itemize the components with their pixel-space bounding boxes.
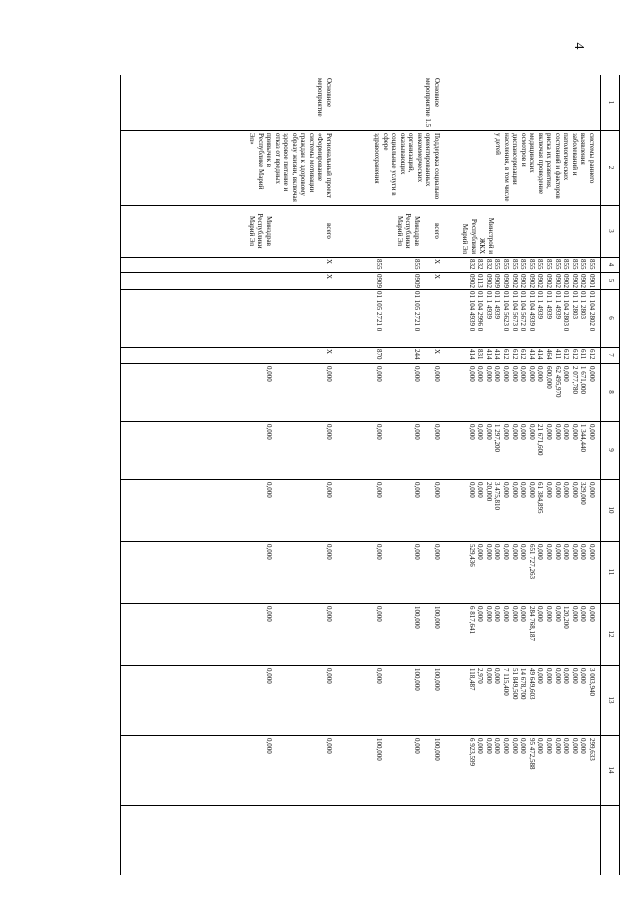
amount-value: 0,000	[476, 606, 485, 622]
amount-value: 0,000	[536, 738, 545, 754]
amount-value: 0,000	[433, 366, 441, 382]
amount-value: 0,000	[502, 606, 510, 622]
amount-value: 0,000	[545, 668, 553, 684]
target-item-code: 01 104 5623 0	[502, 291, 510, 332]
target-item-code: 01 105 2721 0	[413, 291, 421, 332]
amount-value: 120,200	[562, 606, 571, 629]
grbs-code: 832	[467, 259, 476, 270]
amount-value: 0,000	[562, 482, 571, 498]
amount-value: 0,000	[413, 482, 421, 498]
amount-value: 0,000	[502, 366, 510, 382]
target-item-code: 01 1 4939	[553, 291, 562, 319]
amount-value: 0,000	[553, 424, 562, 440]
amount-value: 0,000	[502, 738, 510, 754]
column-number-9: 9	[607, 448, 615, 452]
expense-type-code: 612	[510, 349, 519, 360]
amount-value: 0,000	[510, 544, 519, 560]
column-number-1: 1	[607, 100, 615, 105]
column-divider	[121, 735, 619, 736]
section-code: 0902	[553, 274, 562, 288]
amount-value: 100,000	[413, 668, 421, 691]
amount-value: 21 671,600	[536, 424, 545, 456]
amount-value: 0,000	[493, 668, 502, 684]
expense-type-code: 244	[413, 349, 421, 360]
column-number-13: 13	[607, 696, 615, 704]
amount-value: 7 115,400	[502, 668, 510, 696]
amount-value: 0,000	[570, 544, 579, 560]
expense-type-code: 870	[375, 349, 383, 360]
amount-value: 0,000	[536, 366, 545, 382]
amount-value: 0,000	[493, 606, 502, 622]
grbs-code: 855	[519, 259, 528, 270]
grbs-code: 855	[562, 259, 571, 270]
target-item-code: 01 104 2802 0	[588, 291, 596, 332]
amount-value: 651 727,263	[527, 544, 536, 579]
expense-type-code: 414	[467, 349, 476, 360]
amount-value: 0,000	[484, 738, 493, 754]
expense-type-code: 611	[579, 349, 588, 360]
section-code: 0902	[527, 274, 536, 288]
amount-value: 0,000	[325, 738, 333, 754]
amount-value: 0,000	[413, 424, 421, 440]
amount-value: 0,000	[265, 366, 273, 382]
expense-type-code: 464	[545, 349, 553, 360]
amount-value: 0,000	[519, 424, 528, 440]
amount-value: 0,000	[510, 424, 519, 440]
amount-value: 0,000	[553, 668, 562, 684]
column-divider	[121, 541, 619, 542]
target-item-code: 01 104 4939 0	[527, 291, 536, 332]
column-number-4: 4	[607, 262, 615, 267]
column-divider	[121, 603, 619, 604]
column-divider	[121, 347, 619, 348]
amount-value: 0,000	[527, 424, 536, 440]
rotated-table	[120, 75, 620, 875]
target-item-code: 01 104 4939 0	[467, 291, 476, 332]
column-divider	[121, 479, 619, 480]
column-number-2: 2	[607, 165, 615, 170]
section-code: 0909	[413, 274, 421, 288]
amount-value: 0,000	[527, 482, 536, 498]
expense-type-code: 612	[588, 349, 596, 360]
expense-type-code: 414	[484, 349, 493, 360]
section-code: X	[433, 274, 441, 280]
grbs-code: 855	[545, 259, 553, 270]
expense-type-code: 612	[570, 349, 579, 360]
amount-value: 0,000	[519, 606, 528, 622]
column-number-3: 3	[607, 229, 615, 233]
amount-value: 0,000	[579, 544, 588, 560]
amount-value: 0,000	[476, 738, 485, 754]
column-divider	[121, 805, 619, 806]
section-code: 0902	[510, 274, 519, 288]
target-item-code: 01 1 2803	[579, 291, 588, 319]
responsible-org: Минстрой и ЖКХ Республики Марий Эл	[461, 217, 495, 254]
amount-value: 0,000	[545, 544, 553, 560]
target-item-code: 01 1 4939	[545, 291, 553, 319]
amount-value: 0,000	[510, 606, 519, 622]
amount-value: 600,000	[545, 366, 553, 389]
amount-value: 0,000	[545, 738, 553, 754]
amount-value: 0,000	[484, 366, 493, 382]
amount-value: 100,000	[433, 738, 441, 761]
amount-value: 0,000	[265, 738, 273, 754]
amount-value: 0,000	[493, 366, 502, 382]
amount-value: 0,000	[265, 668, 273, 684]
amount-value: 0,000	[325, 544, 333, 560]
grbs-code: 832	[484, 259, 493, 270]
amount-value: 0,000	[265, 424, 273, 440]
amount-value: 0,000	[562, 544, 571, 560]
amount-value: 0,000	[325, 366, 333, 382]
target-item-code: 01 104 2996 0	[476, 291, 485, 332]
column-number-12: 12	[607, 630, 615, 638]
column-divider	[121, 421, 619, 422]
amount-value: 0,000	[510, 366, 519, 382]
amount-value: 0,000	[562, 738, 571, 754]
expense-type-code: X	[325, 349, 333, 355]
amount-value: 51 849,500	[510, 668, 519, 700]
grbs-code: 855	[493, 259, 502, 270]
amount-value: 0,000	[519, 544, 528, 560]
row-label: Минздрав Республики Марий Эл	[396, 213, 421, 249]
column-number-8: 8	[607, 390, 615, 394]
amount-value: 3 003,940	[588, 668, 596, 696]
amount-value: 0,000	[484, 668, 493, 684]
amount-value: 0,000	[476, 424, 485, 440]
amount-value: 1 671,000	[579, 366, 588, 394]
amount-value: 529,436	[467, 544, 476, 567]
grbs-code: 855	[413, 259, 421, 270]
amount-value: 0,000	[476, 366, 485, 382]
amount-value: 0,000	[510, 738, 519, 754]
column-number-14: 14	[607, 766, 615, 774]
target-item-code: 01 1 4939	[536, 291, 545, 319]
amount-value: 0,000	[570, 482, 579, 498]
row-label: всего	[433, 223, 441, 239]
amount-value: 118,487	[467, 668, 476, 691]
measure-number: Основное мероприятие 1.5	[424, 78, 441, 128]
amount-value: 0,000	[265, 482, 273, 498]
column-divider	[121, 130, 619, 131]
amount-value: 1 344,440	[579, 424, 588, 452]
amount-value: 0,000	[536, 606, 545, 622]
target-item-code: 01 104 5672 0	[519, 291, 528, 332]
amount-value: 0,000	[579, 668, 588, 684]
measure-description: системы раннего выявления заболеваний и патологических состояний и факторов риска их развития, включая проведение медицинских осмотров и диспансеризации населения, в том числе у детей	[494, 133, 596, 202]
section-code: X	[325, 274, 333, 280]
column-number-5: 5	[607, 278, 615, 283]
amount-value: 0,000	[588, 606, 596, 622]
grbs-code: X	[325, 259, 333, 265]
amount-value: 0,000	[588, 544, 596, 560]
amount-value: 0,000	[476, 482, 485, 498]
amount-value: 329,000	[579, 482, 588, 505]
amount-value: 0,000	[325, 424, 333, 440]
target-item-code: 01 104 5673 0	[510, 291, 519, 332]
amount-value: 0,000	[467, 424, 476, 440]
amount-value: 0,000	[413, 738, 421, 754]
amount-value: 0,000	[562, 668, 571, 684]
amount-value: 49 649,603	[527, 668, 536, 700]
column-divider	[121, 665, 619, 666]
row-label: Минздрав Республики Марий Эл	[248, 213, 273, 249]
column-number-7: 7	[607, 353, 615, 357]
column-divider	[121, 257, 619, 258]
target-item-code: 01 1 4939	[484, 291, 493, 319]
expense-type-code: X	[433, 349, 441, 355]
budget-table	[120, 75, 620, 875]
amount-value: 0,000	[579, 606, 588, 622]
amount-value: 0,000	[413, 366, 421, 382]
amount-value: 0,000	[265, 606, 273, 622]
section-code: 0909	[502, 274, 510, 288]
amount-value: 0,000	[527, 366, 536, 382]
target-item-code: 01 105 2721 0	[375, 291, 383, 332]
section-code: 0902	[519, 274, 528, 288]
amount-value: 0,000	[536, 544, 545, 560]
expense-type-code: 414	[536, 349, 545, 360]
grbs-code: 832	[476, 259, 485, 270]
column-divider	[121, 363, 619, 364]
amount-value: 0,000	[433, 482, 441, 498]
expense-type-code: 612	[562, 349, 571, 360]
amount-value: 0,000	[519, 366, 528, 382]
column-divider	[121, 289, 619, 290]
amount-value: 95 472,588	[527, 738, 536, 770]
amount-value: 0,000	[433, 424, 441, 440]
expense-type-code: 411	[553, 349, 562, 360]
amount-value: 0,000	[467, 482, 476, 498]
measure-number: Основное мероприятие	[316, 78, 333, 117]
expense-type-code: 414	[527, 349, 536, 360]
expense-type-code: 612	[502, 349, 510, 360]
amount-value: 0,000	[502, 424, 510, 440]
amount-value: 6 923,599	[467, 738, 476, 766]
grbs-code: 855	[536, 259, 545, 270]
target-item-code: 01 1 2803	[570, 291, 579, 319]
section-code: 0902	[579, 274, 588, 288]
amount-value: 0,000	[588, 424, 596, 440]
amount-value: 6 817,641	[467, 606, 476, 634]
measure-description: Поддержка социально ориентированных некоммерческих организаций, оказывающих социальные услуги в сфере здравоохранения	[373, 133, 441, 200]
amount-value: 0,000	[375, 606, 383, 622]
target-item-code: 01 1 4939	[493, 291, 502, 319]
section-code: 0902	[562, 274, 571, 288]
expense-type-code: 414	[493, 349, 502, 360]
section-code: 0902	[467, 274, 476, 288]
amount-value: 100,000	[375, 738, 383, 761]
amount-value: 0,000	[476, 544, 485, 560]
section-code: 0902	[536, 274, 545, 288]
section-code: 0902	[570, 274, 579, 288]
section-code: 0909	[493, 274, 502, 288]
amount-value: 0,000	[375, 544, 383, 560]
expense-type-code: 831	[476, 349, 485, 360]
amount-value: 0,000	[502, 544, 510, 560]
grbs-code: 855	[502, 259, 510, 270]
amount-value: 0,000	[570, 668, 579, 684]
amount-value: 0,000	[502, 482, 510, 498]
amount-value: 0,000	[375, 482, 383, 498]
grbs-code: X	[433, 259, 441, 265]
column-number-6: 6	[607, 316, 615, 320]
amount-value: 0,000	[325, 606, 333, 622]
amount-value: 0,000	[519, 738, 528, 754]
grbs-code: 855	[588, 259, 596, 270]
amount-value: 0,000	[375, 424, 383, 440]
column-number-11: 11	[607, 568, 615, 576]
section-code: 0902	[484, 274, 493, 288]
amount-value: 0,000	[570, 738, 579, 754]
amount-value: 0,000	[553, 482, 562, 498]
amount-value: 0,000	[562, 366, 571, 382]
amount-value: 0,000	[375, 366, 383, 382]
amount-value: 0,000	[553, 738, 562, 754]
page-number: 4	[571, 42, 586, 50]
amount-value: 0,000	[510, 482, 519, 498]
amount-value: 0,000	[553, 606, 562, 622]
amount-value: 0,000	[579, 738, 588, 754]
amount-value: 0,000	[562, 424, 571, 440]
expense-type-code: 612	[519, 349, 528, 360]
grbs-code: 855	[375, 259, 383, 270]
amount-value: 284 768,187	[527, 606, 536, 641]
amount-value: 3 475,810	[493, 482, 502, 510]
amount-value: 100,000	[433, 606, 441, 629]
amount-value: 0,000	[467, 366, 476, 382]
amount-value: 0,000	[433, 544, 441, 560]
section-code: 0902	[545, 274, 553, 288]
amount-value: 0,000	[570, 606, 579, 622]
amount-value: 0,000	[484, 544, 493, 560]
grbs-code: 855	[510, 259, 519, 270]
row-label: всего	[325, 223, 333, 239]
amount-value: 0,000	[484, 424, 493, 440]
section-code: 0901	[588, 274, 596, 288]
amount-value: 0,000	[413, 544, 421, 560]
amount-value: 0,000	[570, 424, 579, 440]
amount-value: 0,000	[493, 544, 502, 560]
amount-value: 0,000	[484, 606, 493, 622]
amount-value: 0,000	[375, 668, 383, 684]
amount-value: 0,000	[588, 366, 596, 382]
amount-value: 20,000	[484, 482, 493, 502]
target-item-code: 01 104 2803 0	[562, 291, 571, 332]
row-divider	[600, 75, 601, 875]
section-code: 0113	[476, 274, 485, 288]
amount-value: 0,000	[553, 544, 562, 560]
grbs-code: 855	[553, 259, 562, 270]
grbs-code: 855	[570, 259, 579, 270]
grbs-code: 855	[579, 259, 588, 270]
amount-value: 0,000	[545, 482, 553, 498]
section-code: 0909	[375, 274, 383, 288]
amount-value: 299,633	[588, 738, 596, 761]
grbs-code: 855	[527, 259, 536, 270]
amount-value: 0,000	[536, 668, 545, 684]
amount-value: 2 077,780	[570, 366, 579, 394]
amount-value: 0,000	[265, 544, 273, 560]
amount-value: 0,000	[545, 606, 553, 622]
column-number-10: 10	[607, 506, 615, 514]
amount-value: 0,000	[545, 424, 553, 440]
amount-value: 0,000	[588, 482, 596, 498]
amount-value: 1 297,200	[493, 424, 502, 452]
amount-value: 61 384,895	[536, 482, 545, 514]
column-divider	[121, 205, 619, 206]
amount-value: 100,000	[413, 606, 421, 629]
amount-value: 62 495,970	[553, 366, 562, 398]
amount-value: 0,000	[519, 482, 528, 498]
measure-description: Региональный проект «Формирование системы мотивации граждан к здоровому образу жизни, включая здоровое питание и отказ от вредных привычек в Республике Марий Эл»	[248, 133, 333, 202]
amount-value: 0,000	[325, 668, 333, 684]
amount-value: 2,970	[476, 668, 485, 684]
amount-value: 0,000	[325, 482, 333, 498]
amount-value: 100,000	[433, 668, 441, 691]
column-divider	[121, 272, 619, 273]
amount-value: 14 678,700	[519, 668, 528, 700]
amount-value: 0,000	[493, 738, 502, 754]
